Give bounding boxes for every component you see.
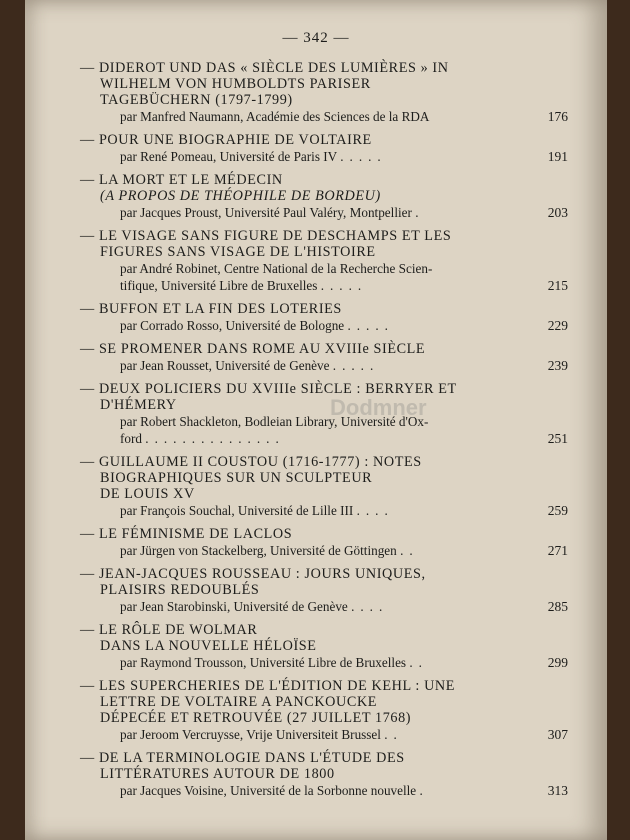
entry-title: — GUILLAUME II COUSTOU (1716-1777) : NOTES xyxy=(100,454,550,470)
toc-entry xyxy=(98,566,568,615)
dot-leader: ............... xyxy=(145,431,285,446)
page-number: — 342 — xyxy=(282,30,350,46)
dot-leader: ..... xyxy=(320,278,368,293)
entry-subtitle: (A PROPOS DE THÉOPHILE DE BORDEU) xyxy=(100,188,381,204)
toc-entry xyxy=(98,622,568,671)
entry-title: — LE RÔLE DE WOLMAR xyxy=(100,622,550,638)
author-text: par Jacques Voisine, Université de la Sorbonne nouvelle xyxy=(120,783,417,798)
dot-leader: . xyxy=(415,205,425,220)
entry-author xyxy=(100,542,550,559)
dot-leader: .... xyxy=(351,599,389,614)
toc-entry xyxy=(98,454,568,519)
entry-title: BIOGRAPHIQUES SUR UN SCULPTEUR xyxy=(100,470,373,486)
author-text: tifique, Université Libre de Bruxelles xyxy=(120,278,318,293)
entry-author xyxy=(100,726,550,743)
entry-title: FIGURES SANS VISAGE DE L'HISTOIRE xyxy=(100,244,376,260)
author-text: par Jacques Proust, Université Paul Valéry, Montpellier xyxy=(120,205,412,220)
entry-page-number: 307 xyxy=(547,727,568,742)
toc-entry xyxy=(98,228,568,294)
entry-page-number: 313 xyxy=(547,783,568,798)
entry-page-number: 203 xyxy=(547,205,568,220)
author-text: par Jeroom Vercruysse, Vrije Universiteit Brussel xyxy=(120,727,381,742)
dot-leader: ..... xyxy=(347,318,394,333)
entry-title: DANS LA NOUVELLE HÉLOÏSE xyxy=(100,638,317,654)
dot-leader: .... xyxy=(356,503,394,518)
entry-author xyxy=(100,598,550,615)
entry-page-number: 285 xyxy=(547,599,568,614)
entry-title: DE LOUIS XV xyxy=(100,486,195,502)
dot-leader: .. xyxy=(384,727,403,742)
toc-entry xyxy=(98,60,568,125)
table-of-contents xyxy=(98,60,568,806)
entry-page-number: 251 xyxy=(547,431,568,446)
entry-author xyxy=(100,502,550,519)
entry-page-number: 176 xyxy=(547,109,568,124)
entry-title: — BUFFON ET LA FIN DES LOTERIES xyxy=(100,301,550,317)
entry-title: — LES SUPERCHERIES DE L'ÉDITION DE KEHL : UNE xyxy=(100,678,550,694)
entry-author xyxy=(100,654,550,671)
author-text: par François Souchal, Université de Lille III xyxy=(120,503,354,518)
entry-page-number: 271 xyxy=(547,543,568,558)
entry-title: — DEUX POLICIERS DU XVIIIe SIÈCLE : BERRYER ET xyxy=(100,381,550,397)
author-text: par Corrado Rosso, Université de Bologne xyxy=(120,318,345,333)
entry-title: TAGEBÜCHERN (1797-1799) xyxy=(100,92,293,108)
entry-title: — LE FÉMINISME DE LACLOS xyxy=(100,526,550,542)
author-text: par Jean Starobinski, Université de Genève xyxy=(120,599,348,614)
entry-author xyxy=(100,108,550,125)
author-text: par Jean Rousset, Université de Genève xyxy=(120,358,330,373)
entry-author xyxy=(100,204,550,221)
entry-page-number: 215 xyxy=(547,278,568,293)
entry-author xyxy=(100,277,550,294)
entry-title: — LE VISAGE SANS FIGURE DE DESCHAMPS ET LES xyxy=(100,228,550,244)
entry-page-number: 229 xyxy=(547,318,568,333)
toc-entry xyxy=(98,526,568,559)
toc-entry xyxy=(98,132,568,165)
entry-title: LETTRE DE VOLTAIRE A PANCKOUCKE xyxy=(100,694,378,710)
toc-entry xyxy=(98,381,568,447)
book-page xyxy=(25,0,607,840)
entry-title: — DIDEROT UND DAS « SIÈCLE DES LUMIÈRES » IN xyxy=(100,60,550,76)
entry-title: — POUR UNE BIOGRAPHIE DE VOLTAIRE xyxy=(100,132,550,148)
entry-title: — DE LA TERMINOLOGIE DANS L'ÉTUDE DES xyxy=(100,750,550,766)
entry-page-number: 299 xyxy=(547,655,568,670)
toc-entry xyxy=(98,678,568,743)
entry-page-number: 259 xyxy=(547,503,568,518)
author-text: par Jürgen von Stackelberg, Université de Göttingen xyxy=(120,543,397,558)
entry-title: PLAISIRS REDOUBLÉS xyxy=(100,582,260,598)
entry-author xyxy=(100,430,550,447)
author-text: par René Pomeau, Université de Paris IV xyxy=(120,149,337,164)
entry-page-number: 239 xyxy=(547,358,568,373)
entry-title: D'HÉMERY xyxy=(100,397,177,413)
toc-entry xyxy=(98,341,568,374)
author-text: par Manfred Naumann, Académie des Sciences de la RDA xyxy=(120,109,430,124)
watermark: Dodmner xyxy=(330,395,427,420)
entry-title: LITTÉRATURES AUTOUR DE 1800 xyxy=(100,766,335,782)
toc-entry xyxy=(98,301,568,334)
dot-leader: ..... xyxy=(332,358,380,373)
entry-author xyxy=(100,357,550,374)
entry-title: DÉPECÉE ET RETROUVÉE (27 JUILLET 1768) xyxy=(100,710,412,726)
entry-author xyxy=(100,317,550,334)
entry-title: — JEAN-JACQUES ROUSSEAU : JOURS UNIQUES, xyxy=(100,566,550,582)
entry-author: par Robert Shackleton, Bodleian Library, Université d'Ox- xyxy=(120,414,429,429)
entry-author xyxy=(100,148,550,165)
entry-title: — SE PROMENER DANS ROME AU XVIIIe SIÈCLE xyxy=(100,341,550,357)
entry-author xyxy=(100,782,550,799)
author-text: par Raymond Trousson, Université Libre de Bruxelles xyxy=(120,655,407,670)
dot-leader: ..... xyxy=(340,149,387,164)
entry-title: WILHELM VON HUMBOLDTS PARISER xyxy=(100,76,371,92)
dot-leader: .. xyxy=(409,655,428,670)
entry-page-number: 191 xyxy=(547,149,568,164)
toc-entry xyxy=(98,750,568,799)
dot-leader: .. xyxy=(400,543,419,558)
entry-author: par André Robinet, Centre National de la Recherche Scien- xyxy=(120,261,433,276)
dot-leader: . xyxy=(419,783,429,798)
entry-title: — LA MORT ET LE MÉDECIN xyxy=(100,172,550,188)
toc-entry xyxy=(98,172,568,221)
author-text: ford xyxy=(120,431,142,446)
